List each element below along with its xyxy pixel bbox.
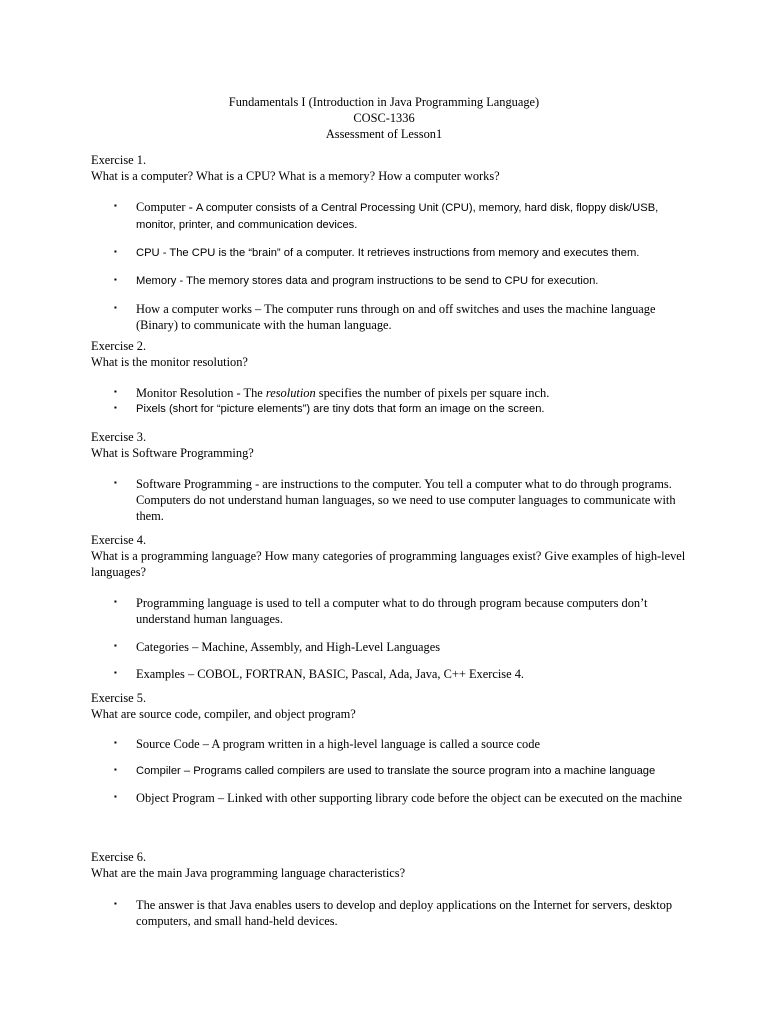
bullet-icon: ▪ <box>114 668 117 677</box>
exercise-title: Exercise 3. <box>91 430 147 444</box>
exercise-question: What are the main Java programming language characteristics? <box>91 866 406 880</box>
list-item: ▪ Computer - A computer consists of a Central Processing Unit (CPU), memory, hard disk, floppy disk/USB, monitor, printer, and communication devices. <box>114 200 659 231</box>
answer-list <box>91 385 691 417</box>
bullet-icon: ▪ <box>114 765 117 774</box>
list-item: ▪ The answer is that Java enables users to develop and deploy applications on the Internet for servers, desktop computers, and small hand-held devices. <box>114 898 673 928</box>
bullet-icon: ▪ <box>114 641 117 650</box>
list-item: ▪ Software Programming - are instructions to the computer. You tell a computer what to do through programs. Computers do not understand human languages, so we need to use computer languages to communicate with them. <box>114 477 676 523</box>
bullet-icon: ▪ <box>114 387 117 396</box>
exercise-question: What are source code, compiler, and object program? <box>91 707 356 721</box>
exercise-4 <box>91 532 691 682</box>
exercise-question: What is a computer? What is a CPU? What is a memory? How a computer works? <box>91 169 500 183</box>
list-item: ▪ CPU - The CPU is the “brain” of a computer. It retrieves instructions from memory and executes them. <box>114 247 640 259</box>
answer-list <box>91 595 691 682</box>
bullet-icon: ▪ <box>114 247 117 256</box>
document-header <box>0 94 768 142</box>
bullet-icon: ▪ <box>114 478 117 487</box>
exercise-question: What is the monitor resolution? <box>91 355 248 369</box>
exercise-title: Exercise 2. <box>91 339 147 353</box>
list-item: ▪ Memory - The memory stores data and program instructions to be send to CPU for execution. <box>114 275 599 287</box>
course-title: Fundamentals I (Introduction in Java Programming Language) <box>228 95 540 109</box>
bullet-icon: ▪ <box>114 792 117 801</box>
exercise-question: What is a programming language? How many categories of programming languages exist? Give examples of high-level languages? <box>91 549 686 579</box>
list-item: ▪ Object Program – Linked with other supporting library code before the object can be executed on the machine <box>114 791 683 805</box>
bullet-icon: ▪ <box>114 597 117 606</box>
bullet-icon: ▪ <box>114 303 117 312</box>
answer-list <box>91 476 691 524</box>
list-item: ▪ Examples – COBOL, FORTRAN, BASIC, Pascal, Ada, Java, C++ Exercise 4. <box>114 667 525 681</box>
list-item: ▪ Categories – Machine, Assembly, and High-Level Languages <box>114 640 441 654</box>
bullet-icon: ▪ <box>114 403 117 412</box>
list-item: ▪ Monitor Resolution - The resolution specifies the number of pixels per square inch. <box>114 386 550 400</box>
list-item: ▪ Pixels (short for “picture elements”) are tiny dots that form an image on the screen. <box>114 403 545 415</box>
bullet-icon: ▪ <box>114 201 117 210</box>
exercise-5 <box>91 690 691 806</box>
exercise-1 <box>91 152 691 333</box>
list-item: ▪ Source Code – A program written in a high-level language is called a source code <box>114 737 540 751</box>
course-code: COSC-1336 <box>353 111 415 125</box>
list-item: ▪ Programming language is used to tell a computer what to do through program because computers don’t understand human languages. <box>114 596 648 626</box>
answer-list <box>91 736 691 806</box>
exercise-title: Exercise 5. <box>91 691 147 705</box>
bullet-icon: ▪ <box>114 899 117 908</box>
exercise-title: Exercise 4. <box>91 533 147 547</box>
exercise-title: Exercise 6. <box>91 850 147 864</box>
exercise-3 <box>91 429 691 524</box>
assessment-title: Assessment of Lesson1 <box>325 127 443 141</box>
list-item: ▪ Compiler – Programs called compilers are used to translate the source program into a machine language <box>114 765 656 777</box>
answer-list <box>91 897 691 929</box>
exercise-title: Exercise 1. <box>91 153 147 167</box>
bullet-icon: ▪ <box>114 275 117 284</box>
exercise-6 <box>91 849 691 929</box>
exercise-2 <box>91 338 691 417</box>
bullet-icon: ▪ <box>114 738 117 747</box>
answer-list <box>91 199 691 333</box>
list-item: ▪ How a computer works – The computer runs through on and off switches and uses the machine language (Binary) to communicate with the human language. <box>114 302 656 332</box>
exercise-question: What is Software Programming? <box>91 446 254 460</box>
